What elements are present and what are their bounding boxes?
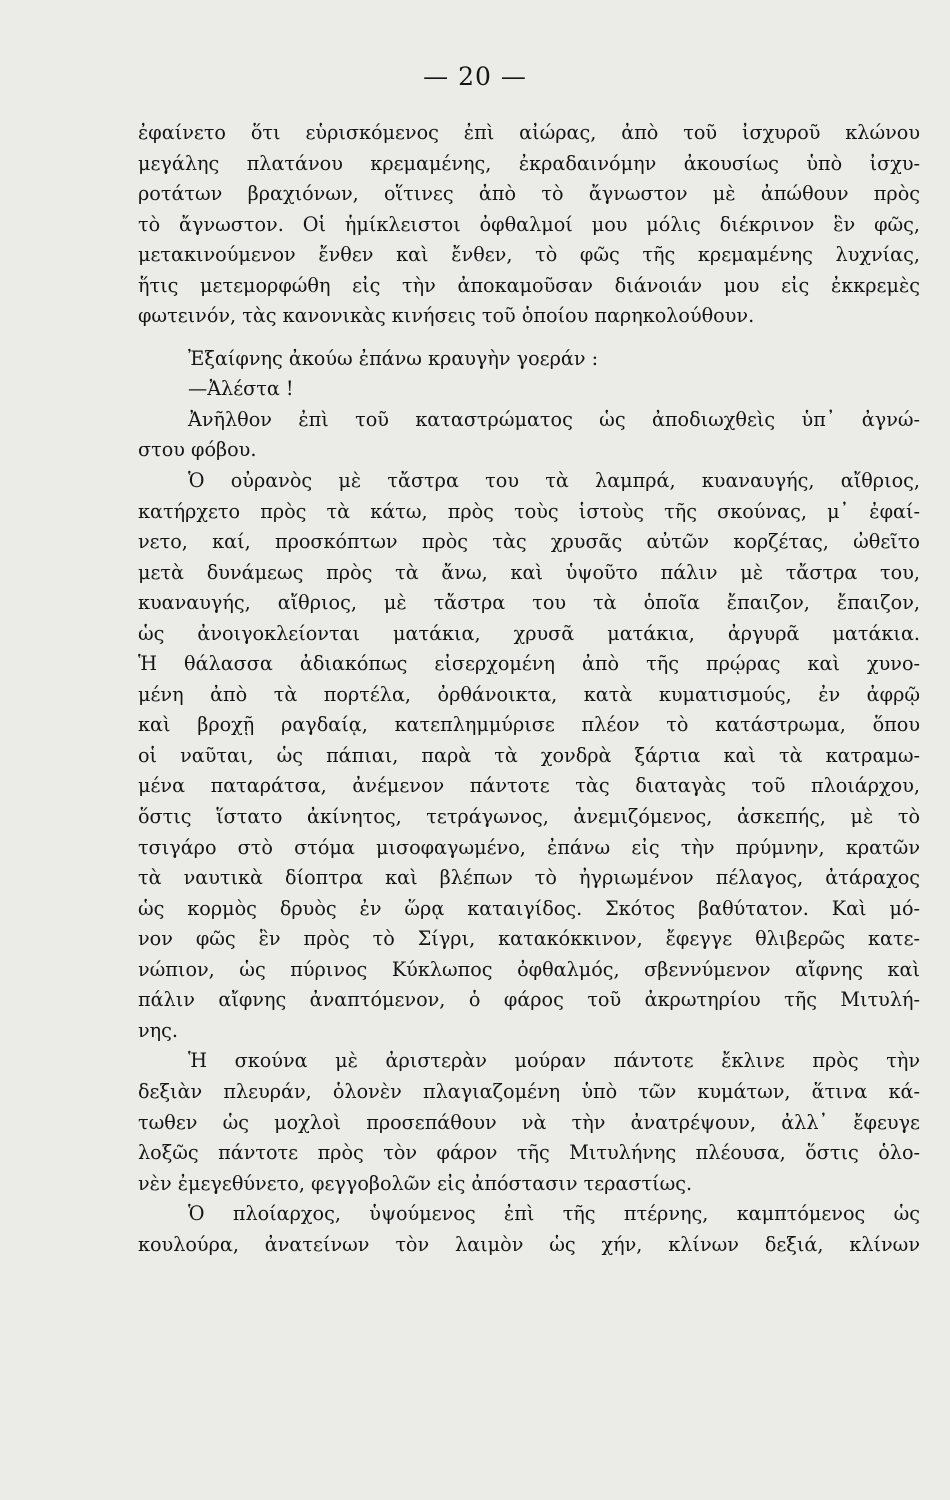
text-line: λοξῶς πάντοτε πρὸς τὸν φάρον τῆς Μιτυλήνης πλέουσα, ὅστις ὁλο-	[138, 1141, 920, 1165]
text-line: νης.	[138, 1018, 179, 1042]
text-line: πάλιν αἴφνης ἀναπτόμενον, ὁ φάρος τοῦ ἀκρωτηρίου τῆς Μιτυλή-	[138, 988, 920, 1012]
text-line: κυαναυγής, αἴθριος, μὲ τἄστρα του τὰ ὁποῖα ἔπαιζον, ἔπαιζον,	[138, 591, 920, 615]
text-line: μεγάλης πλατάνου κρεμαμένης, ἐκραδαινόμην ἀκουσίως ὑπὸ ἰσχυ-	[138, 151, 920, 175]
text-line: ροτάτων βραχιόνων, οἵτινες ἀπὸ τὸ ἄγνωστον μὲ ἀπώθουν πρὸς	[138, 182, 920, 206]
text-line: τσιγάρο στὸ στόμα μισοφαγωμένο, ἐπάνω εἰς τὴν πρύμνην, κρατῶν	[138, 835, 920, 859]
text-line: φωτεινόν, τὰς κανονικὰς κινήσεις τοῦ ὁποίου παρηκολούθουν.	[138, 304, 755, 328]
text-line: Ἡ σκούνα μὲ ἀριστερὰν μούραν πάντοτε ἔκλινε πρὸς τὴν	[188, 1049, 920, 1073]
paragraph	[138, 466, 920, 649]
text-line: ἥτις μετεμορφώθη εἰς τὴν ἀποκαμοῦσαν διάνοιάν μου εἰς ἐκκρεμὲς	[138, 273, 920, 297]
text-line: Ἐξαίφνης ἀκούω ἐπάνω κραυγὴν γοεράν :	[188, 346, 599, 370]
paragraph	[138, 344, 920, 375]
text-line: Ὁ οὐρανὸς μὲ τἄστρα του τὰ λαμπρά, κυαναυγής, αἴθριος,	[188, 469, 920, 493]
paragraph	[138, 1046, 920, 1199]
text-line: νετο, καί, προσκόπτων πρὸς τὰς χρυσᾶς αὐτῶν κορζέτας, ὠθεῖτο	[138, 530, 920, 554]
text-line: τὸ ἄγνωστον. Οἱ ἡμίκλειστοι ὀφθαλμοί μου μόλις διέκρινον ἓν φῶς,	[138, 212, 920, 236]
text-line: νὲν ἐμεγεθύνετο, φεγγοβολῶν εἰς ἀπόστασιν τεραστίως.	[138, 1171, 693, 1195]
text-line: ἐφαίνετο ὅτι εὑρισκόμενος ἐπὶ αἰώρας, ἀπὸ τοῦ ἰσχυροῦ κλώνου	[138, 121, 920, 144]
text-line: Ἀνῆλθον ἐπὶ τοῦ καταστρώματος ὡς ἀποδιωχθεὶς ὑπ᾽ ἀγνώ-	[188, 407, 920, 431]
text-line: ὡς κορμὸς δρυὸς ἐν ὥρᾳ καταιγίδος. Σκότος βαθύτατον. Καὶ μό-	[138, 896, 920, 920]
text-line: νώπιον, ὡς πύρινος Κύκλωπος ὀφθαλμός, σβεννύμενον αἴφνης καὶ	[138, 957, 920, 981]
paragraph-gap	[138, 332, 920, 344]
paragraph	[138, 405, 920, 466]
text-line: οἱ ναῦται, ὡς πάπιαι, παρὰ τὰ χονδρὰ ξάρτια καὶ τὰ κατραμω-	[138, 743, 920, 767]
text-line: νον φῶς ἓν πρὸς τὸ Σίγρι, κατακόκκινον, ἔφεγγε θλιβερῶς κατε-	[138, 927, 920, 951]
body-text	[138, 118, 920, 1260]
text-line: δεξιὰν πλευράν, ὁλονὲν πλαγιαζομένη ὑπὸ τῶν κυμάτων, ἅτινα κά-	[138, 1079, 920, 1103]
text-line: κατήρχετο πρὸς τὰ κάτω, πρὸς τοὺς ἱστοὺς τῆς σκούνας, μ᾽ ἐφαί-	[138, 499, 920, 523]
paragraph	[138, 1199, 920, 1260]
paragraph	[138, 118, 920, 332]
text-line: Ὁ πλοίαρχος, ὑψούμενος ἐπὶ τῆς πτέρνης, καμπτόμενος ὡς	[188, 1202, 920, 1226]
text-line: μετὰ δυνάμεως πρὸς τὰ ἄνω, καὶ ὑψοῦτο πάλιν μὲ τἄστρα του,	[138, 560, 920, 584]
text-line: Ἡ θάλασσα ἀδιακόπως εἰσερχομένη ἀπὸ τῆς πρῴρας καὶ χυνο-	[138, 652, 920, 676]
text-line: —Ἀλέστα !	[188, 377, 294, 401]
text-line: μετακινούμενον ἔνθεν καὶ ἔνθεν, τὸ φῶς τῆς κρεμαμένης λυχνίας,	[138, 243, 920, 267]
paragraph	[138, 374, 920, 405]
text-line: τὰ ναυτικὰ δίοπτρα καὶ βλέπων τὸ ἠγριωμένον πέλαγος, ἀτάραχος	[138, 866, 920, 890]
page-number: — 20 —	[423, 62, 527, 91]
text-line: μένα παταράτσα, ἀνέμενον πάντοτε τὰς διαταγὰς τοῦ πλοιάρχου,	[138, 774, 920, 798]
text-line: τωθεν ὡς μοχλοὶ προσεπάθουν νὰ τὴν ἀνατρέψουν, ἀλλ᾽ ἔφευγε	[138, 1110, 920, 1134]
text-line: ὡς ἀνοιγοκλείονται ματάκια, χρυσᾶ ματάκια, ἀργυρᾶ ματάκια.	[138, 621, 920, 645]
text-line: στου φόβου.	[138, 438, 257, 462]
paragraph	[138, 649, 920, 1046]
text-line: μένη ἀπὸ τὰ πορτέλα, ὀρθάνοικτα, κατὰ κυματισμούς, ἐν ἀφρῷ	[138, 682, 920, 706]
text-line: κουλούρα, ἀνατείνων τὸν λαιμὸν ὡς χήν, κλίνων δεξιά, κλίνων	[138, 1232, 920, 1256]
text-line: καὶ βροχῇ ραγδαίᾳ, κατεπλημμύρισε πλέον τὸ κατάστρωμα, ὅπου	[138, 713, 920, 737]
text-line: ὅστις ἵστατο ἀκίνητος, τετράγωνος, ἀνεμιζόμενος, ἀσκεπής, μὲ τὸ	[138, 805, 920, 829]
